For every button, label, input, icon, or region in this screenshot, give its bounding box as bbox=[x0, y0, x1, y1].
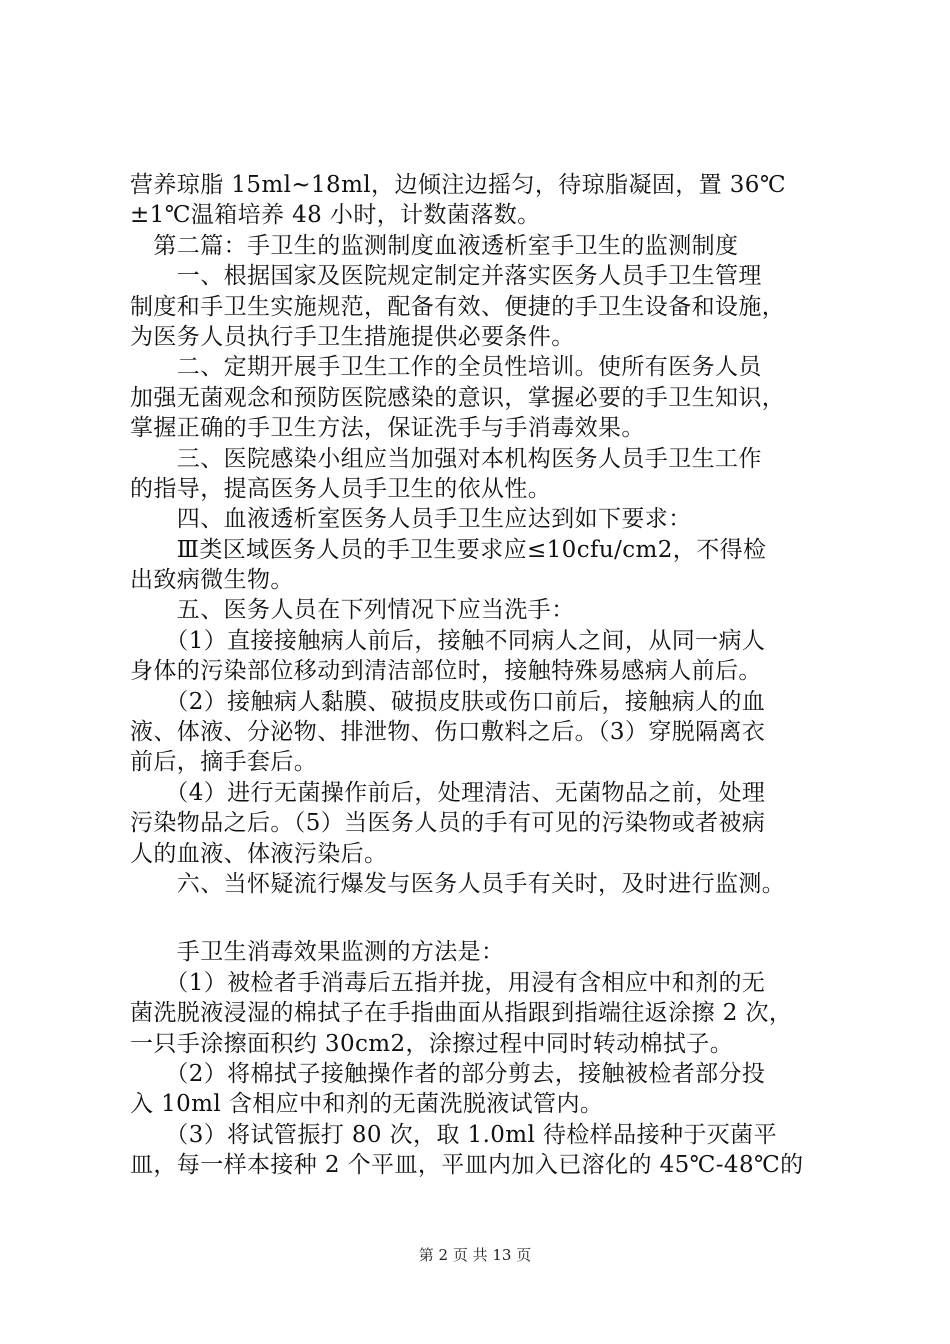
body-line: 菌洗脱液浸湿的棉拭子在手指曲面从指跟到指端往返涂擦 2 次， bbox=[130, 1000, 793, 1027]
body-line: 掌握正确的手卫生方法，保证洗手与手消毒效果。 bbox=[130, 415, 645, 442]
body-line: 身体的污染部位移动到清洁部位时，接触特殊易感病人前后。 bbox=[130, 658, 762, 685]
body-line: 五、医务人员在下列情况下应当洗手： bbox=[130, 597, 575, 624]
body-line: Ⅲ类区域医务人员的手卫生要求应≤10cfu/cm2，不得检 bbox=[130, 536, 767, 563]
body-line: 液、体液、分泌物、排泄物、伤口敷料之后。（3）穿脱隔离衣 bbox=[130, 719, 766, 746]
body-line: 六、当怀疑流行爆发与医务人员手有关时，及时进行监测。 bbox=[130, 870, 786, 897]
body-line: 二、定期开展手卫生工作的全员性培训。使所有医务人员 bbox=[130, 354, 762, 381]
body-line: 前后，摘手套后。 bbox=[130, 749, 318, 776]
body-line: （2）将棉拭子接触操作者的部分剪去，接触被检者部分投 bbox=[130, 1060, 766, 1087]
body-line: （4）进行无菌操作前后，处理清洁、无菌物品之前，处理 bbox=[130, 779, 766, 806]
body-line: 加强无菌观念和预防医院感染的意识，掌握必要的手卫生知识， bbox=[130, 384, 786, 411]
body-line: ±1℃温箱培养 48 小时，计数菌落数。 bbox=[130, 202, 541, 229]
body-line: 四、血液透析室医务人员手卫生应达到如下要求： bbox=[130, 506, 692, 533]
document-body bbox=[130, 170, 855, 1181]
body-line: 手卫生消毒效果监测的方法是： bbox=[130, 939, 505, 966]
body-line: 三、医院感染小组应当加强对本机构医务人员手卫生工作 bbox=[130, 445, 762, 472]
body-line: （2）接触病人黏膜、破损皮肤或伤口前后，接触病人的血 bbox=[130, 688, 766, 715]
section-heading: 第二篇：手卫生的监测制度血液透析室手卫生的监测制度 bbox=[130, 232, 739, 259]
body-line: 出致病微生物。 bbox=[130, 567, 294, 594]
paragraph-gap bbox=[130, 899, 855, 937]
body-line: 制度和手卫生实施规范，配备有效、便捷的手卫生设备和设施， bbox=[130, 293, 786, 320]
body-line: 一、根据国家及医院规定制定并落实医务人员手卫生管理 bbox=[130, 263, 762, 290]
body-line: （1）被检者手消毒后五指并拢，用浸有含相应中和剂的无 bbox=[130, 969, 766, 996]
body-line: 为医务人员执行手卫生措施提供必要条件。 bbox=[130, 323, 575, 350]
body-line: 的指导，提高医务人员手卫生的依从性。 bbox=[130, 475, 552, 502]
body-line: 皿，每一样本接种 2 个平皿，平皿内加入已溶化的 45℃-48℃的 bbox=[130, 1152, 804, 1179]
page-number-footer: 第 2 页 共 13 页 bbox=[418, 1246, 532, 1264]
body-line: （1）直接接触病人前后，接触不同病人之间，从同一病人 bbox=[130, 627, 766, 654]
body-line: 入 10ml 含相应中和剂的无菌洗脱液试管内。 bbox=[130, 1091, 604, 1118]
body-line: 一只手涂擦面积约 30cm2，涂擦过程中同时转动棉拭子。 bbox=[130, 1030, 734, 1057]
body-line: 污染物品之后。（5）当医务人员的手有可见的污染物或者被病 bbox=[130, 810, 766, 837]
body-line: 营养琼脂 15ml~18ml，边倾注边摇匀，待琼脂凝固，置 36℃ bbox=[130, 172, 786, 198]
body-line: 人的血液、体液污染后。 bbox=[130, 840, 388, 867]
body-line: （3）将试管振打 80 次，取 1.0ml 待检样品接种于灭菌平 bbox=[130, 1121, 777, 1148]
